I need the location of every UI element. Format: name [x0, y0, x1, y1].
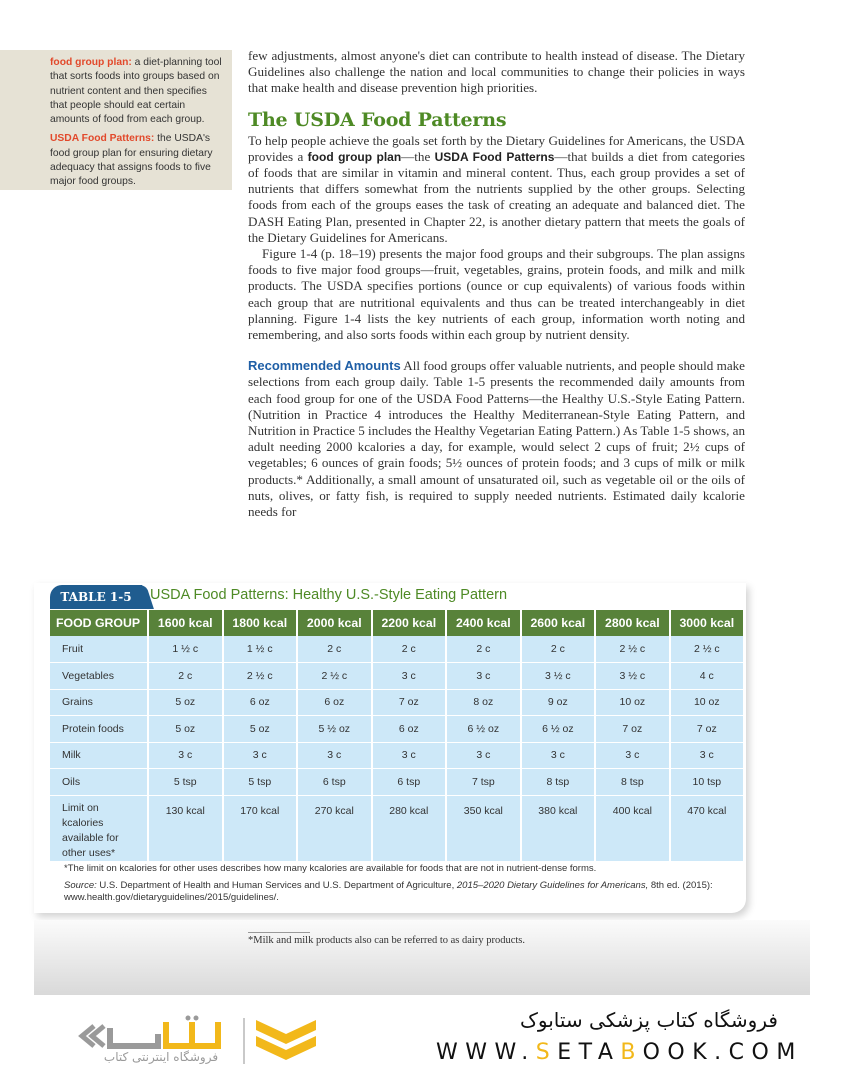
url-accent: S [535, 1040, 558, 1065]
row-label: Limit on kcalories available for other uses* [50, 795, 148, 861]
glossary-term: USDA Food Patterns: [50, 133, 155, 145]
main-text-column [248, 48, 745, 520]
table-cell: 5 oz [223, 716, 298, 743]
column-header: 1600 kcal [148, 610, 223, 636]
table-cell: 2 c [297, 636, 372, 663]
column-header: 2200 kcal [372, 610, 447, 636]
table-cell: 5 tsp [148, 769, 223, 796]
source-label: Source: [64, 879, 97, 891]
table-cell: 2 c [446, 636, 521, 663]
table-note: *The limit on kcalories for other uses describes how many kcalories are available for foods that are not in nutrient-dense forms. [64, 863, 597, 874]
table-cell: 1 ½ c [148, 636, 223, 663]
table-row [50, 636, 743, 663]
shop-name: فروشگاه کتاب پزشکی ستابوک [520, 1008, 778, 1032]
table-row [50, 795, 743, 861]
row-label: Grains [50, 689, 148, 716]
table-cell: 7 oz [372, 689, 447, 716]
row-label: Fruit [50, 636, 148, 663]
table-cell: 1 ½ c [223, 636, 298, 663]
table-cell: 6 oz [372, 716, 447, 743]
intro-paragraph: few adjustments, almost anyone's diet can contribute to health instead of disease. The Dietary Guidelines also challenge the nation and local communities to change their policies in ways that make health and disease prevention high priorities. [248, 48, 745, 96]
table-row [50, 769, 743, 796]
footnote-divider [248, 932, 310, 933]
food-patterns-table [50, 610, 743, 862]
margin-glossary [0, 50, 232, 190]
row-label: Milk [50, 742, 148, 769]
column-header: FOOD GROUP [50, 610, 148, 636]
runin-heading: Recommended Amounts [248, 358, 401, 374]
table-cell: 350 kcal [446, 795, 521, 861]
table-cell: 2 ½ c [670, 636, 743, 663]
logo-divider [243, 1018, 245, 1064]
table-cell: 3 ½ c [595, 663, 670, 690]
glossary-entry [50, 56, 222, 127]
glossary-definition: the USDA's food group plan for ensuring dietary adequacy that assigns foods to five major food groups. [50, 133, 213, 188]
table-source [64, 880, 734, 905]
text-run: —the [401, 148, 435, 164]
glossary-term: food group plan: [50, 57, 132, 68]
url-part: WWW. [436, 1040, 536, 1065]
table-label-tab [50, 585, 142, 609]
table-cell: 6 ½ oz [521, 716, 596, 743]
table-header-row [50, 610, 743, 636]
table-cell: 7 oz [670, 716, 743, 743]
text-run: —that builds a diet from categories of foods that are similar in vitamin and mineral content. Thus, each group provides a set of nutrients that differs somewhat from the nutrients supplied by the other groups. Selecting foods from each of the groups eases the task of creating an adequate and balanced diet. The DASH Eating Plan, presented in Chapter 22, is another dietary pattern that meets the goals of the Dietary Guidelines for Americans. [248, 148, 745, 245]
table-cell: 7 oz [595, 716, 670, 743]
table-row [50, 716, 743, 743]
url-accent: B [620, 1040, 643, 1065]
footnote-band [34, 920, 810, 995]
setabook-logo [66, 1012, 336, 1070]
source-title: 2015–2020 Dietary Guidelines for Americans, [456, 879, 649, 891]
url-part: OOK.COM [642, 1040, 803, 1065]
table-row [50, 663, 743, 690]
table-card [34, 583, 746, 913]
table-cell: 8 tsp [595, 769, 670, 796]
column-header: 1800 kcal [223, 610, 298, 636]
table-cell: 2 c [148, 663, 223, 690]
table-cell: 3 c [372, 742, 447, 769]
table-cell: 10 tsp [670, 769, 743, 796]
column-header: 3000 kcal [670, 610, 743, 636]
footnote: *Milk and milk products also can be referred to as dairy products. [248, 935, 526, 946]
text-run: 8th ed. (2015): www.health.gov/dietaryguidelines/2015/guidelines/. [64, 879, 713, 903]
key-term-usda-food-patterns: USDA Food Patterns [434, 149, 555, 164]
table-cell: 9 oz [521, 689, 596, 716]
column-header: 2600 kcal [521, 610, 596, 636]
table-cell: 6 oz [297, 689, 372, 716]
table-cell: 380 kcal [521, 795, 596, 861]
column-header: 2000 kcal [297, 610, 372, 636]
text-run: U.S. Department of Health and Human Services and U.S. Department of Agriculture, [96, 879, 457, 891]
table-cell: 8 tsp [521, 769, 596, 796]
table-cell: 2 ½ c [595, 636, 670, 663]
table-cell: 470 kcal [670, 795, 743, 861]
table-cell: 130 kcal [148, 795, 223, 861]
table-cell: 5 oz [148, 689, 223, 716]
table-cell: 6 tsp [297, 769, 372, 796]
table-cell: 3 c [446, 663, 521, 690]
table-cell: 3 c [446, 742, 521, 769]
table-title: USDA Food Patterns: Healthy U.S.-Style Eating Pattern [150, 587, 508, 603]
row-label: Oils [50, 769, 148, 796]
table-row [50, 689, 743, 716]
table-cell: 2 c [372, 636, 447, 663]
table-cell: 6 tsp [372, 769, 447, 796]
table-cell: 5 tsp [223, 769, 298, 796]
key-term-food-group-plan: food group plan [307, 149, 402, 164]
section-heading: The USDA Food Patterns [248, 108, 507, 131]
row-label: Protein foods [50, 716, 148, 743]
table-cell: 3 ½ c [521, 663, 596, 690]
table-cell: 10 oz [595, 689, 670, 716]
table-notes [64, 863, 734, 909]
table-cell: 2 ½ c [223, 663, 298, 690]
table-cell: 3 c [521, 742, 596, 769]
column-header: 2800 kcal [595, 610, 670, 636]
paragraph-usda-patterns [248, 133, 745, 246]
table-cell: 3 c [223, 742, 298, 769]
paragraph-figure-reference: Figure 1-4 (p. 18–19) presents the major food groups and their subgroups. The plan assigns foods to five major food groups—fruit, vegetables, grains, protein foods, and milk and milk products. The USDA specifies portions (ounce or cup equivalents) of various foods within each group that are nutritional equivalents and thus can be treated interchangeably in diet planning. Figure 1-4 lists the key nutrients of each group, information worth noting and remembering, and also sorts foods within each group by nutrient density. [248, 246, 745, 343]
table-cell: 280 kcal [372, 795, 447, 861]
table-cell: 170 kcal [223, 795, 298, 861]
table-cell: 4 c [670, 663, 743, 690]
row-label: Vegetables [50, 663, 148, 690]
table-cell: 2 c [521, 636, 596, 663]
logo-tagline: فروشگاه اینترنتی کتاب [103, 1050, 219, 1064]
text-run: All food groups offer valuable nutrients, and people should make selections from each group daily. Table 1-5 presents the recommended daily amounts from each food group for one of the USDA Food Patterns—the Healthy U.S.-Style Eating Pattern. (Nutrition in Practice 4 introduces the Healthy Mediterranean-Style Eating Pattern, and Nutrition in Practice 5 includes the Healthy Vegetarian Eating Pattern.) As Table 1-5 shows, an adult needing 2000 kcalories a day, for example, would select 2 cups of fruit; 2½ cups of vegetables; 6 ounces of grain foods; 5½ ounces of protein foods; and 3 cups of milk or milk products.* Additionally, a small amount of unsaturated oil, such as vegetable oil or the oils of nuts, olives, or fatty fish, is required to supply needed nutrients. Estimated daily kcalorie needs for [248, 358, 745, 520]
column-header: 2400 kcal [446, 610, 521, 636]
table-cell: 3 c [372, 663, 447, 690]
table-cell: 3 c [148, 742, 223, 769]
glossary-definition: a diet-planning tool that sorts foods into groups based on nutrient content and then specifies that people should eat certain amounts of food from each group. [50, 57, 222, 126]
table-cell: 3 c [670, 742, 743, 769]
table-cell: 10 oz [670, 689, 743, 716]
table-cell: 2 ½ c [297, 663, 372, 690]
table-cell: 8 oz [446, 689, 521, 716]
table-cell: 400 kcal [595, 795, 670, 861]
table-cell: 270 kcal [297, 795, 372, 861]
table-cell: 5 ½ oz [297, 716, 372, 743]
glossary-entry [50, 132, 222, 189]
table-label: TABLE 1-5 [60, 590, 132, 604]
table-cell: 6 ½ oz [446, 716, 521, 743]
shop-url [436, 1040, 803, 1065]
url-part: ETA [557, 1040, 621, 1065]
table-row [50, 742, 743, 769]
table-cell: 7 tsp [446, 769, 521, 796]
table-cell: 5 oz [148, 716, 223, 743]
table-cell: 6 oz [223, 689, 298, 716]
text-run: To help people achieve the goals set forth by the Dietary Guidelines for Americans, the USDA provides a [248, 132, 745, 164]
paragraph-recommended-amounts [248, 358, 745, 520]
table-cell: 3 c [595, 742, 670, 769]
table-cell: 3 c [297, 742, 372, 769]
